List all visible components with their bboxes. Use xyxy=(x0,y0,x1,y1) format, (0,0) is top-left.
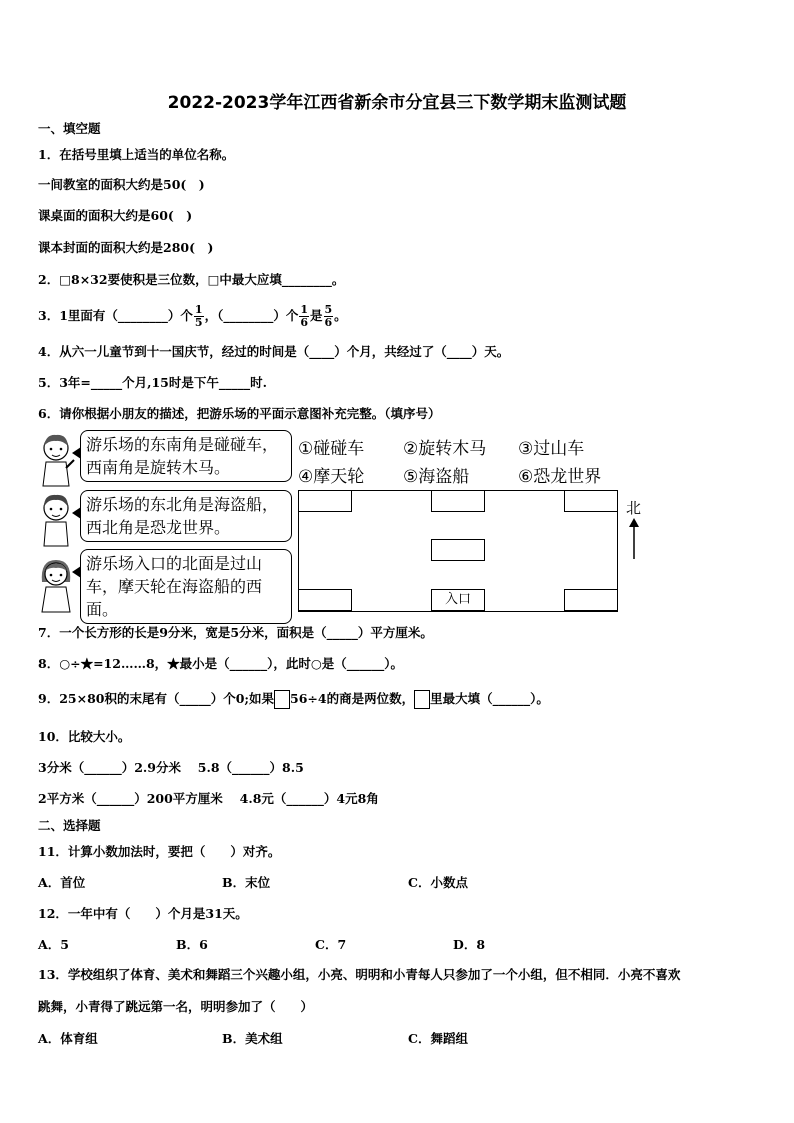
q11-option-c: C．小数点 xyxy=(408,875,468,890)
boy-icon xyxy=(36,490,76,548)
q3-text-1: 3．1里面有（________）个 xyxy=(38,308,193,323)
map-cell-northwest xyxy=(298,490,352,512)
fraction-denominator: 5 xyxy=(194,316,203,329)
map-cell-southeast xyxy=(564,589,618,611)
q13-option-c: C．舞蹈组 xyxy=(408,1031,468,1046)
option-3: ③过山车 xyxy=(518,439,585,459)
section-heading-choice: 二、选择题 xyxy=(38,818,101,833)
fraction-denominator: 6 xyxy=(300,316,308,329)
fraction-1-5 xyxy=(194,304,204,329)
fraction-1-6 xyxy=(299,304,309,329)
page-title: 2022-2023学年江西省新余市分宜县三下数学期末监测试题 xyxy=(167,93,627,113)
speech-bubble-1: 游乐场的东南角是碰碰车，西南角是旋转木马。 xyxy=(80,430,292,482)
option-6: ⑥恐龙世界 xyxy=(518,467,602,487)
question-1b: 课桌面的面积大约是60( ) xyxy=(38,208,193,223)
boy-icon xyxy=(36,430,76,488)
q11-option-b: B．末位 xyxy=(222,875,271,890)
q13-option-b: B．美术组 xyxy=(222,1031,283,1046)
question-10a: 3分米（______）2.9分米 5.8（______）8.5 xyxy=(38,760,304,775)
q9-text-3: 里最大填（______）。 xyxy=(430,691,549,706)
fraction-denominator: 6 xyxy=(324,316,333,329)
question-1c: 课本封面的面积大约是280( ) xyxy=(38,240,214,255)
speech-bubble-2: 游乐场的东北角是海盗船，西北角是恐龙世界。 xyxy=(80,490,292,542)
question-1: 1．在括号里填上适当的单位名称。 xyxy=(38,147,235,162)
q9-text-1: 9．25×80积的末尾有（_____）个0;如果 xyxy=(38,691,275,706)
speech-bubble-3: 游乐场入口的北面是过山车，摩天轮在海盗船的西面。 xyxy=(80,549,292,624)
map-entrance: 入口 xyxy=(431,589,485,611)
blank-square-icon xyxy=(274,690,290,709)
fraction-5-6 xyxy=(324,304,334,329)
north-label: 北 xyxy=(626,499,642,517)
question-5: 5．3年=_____个月,15时是下午_____时. xyxy=(38,375,267,390)
q12-option-c: C．7 xyxy=(315,937,347,952)
question-10: 10．比较大小。 xyxy=(38,729,131,744)
map-cell-southwest xyxy=(298,589,352,611)
q3-text-3: 是 xyxy=(309,308,323,323)
blank-square-icon xyxy=(414,690,430,709)
question-13-line-2: 跳舞，小青得了跳远第一名，明明参加了（ ） xyxy=(38,999,314,1014)
north-arrow-icon xyxy=(628,517,640,559)
question-2: 2．□8×32要使积是三位数，□中最大应填________。 xyxy=(38,272,345,287)
map-cell-northeast xyxy=(564,490,618,512)
question-12: 12．一年中有（ ）个月是31天。 xyxy=(38,906,248,921)
question-11: 11．计算小数加法时，要把（ ）对齐。 xyxy=(38,844,281,859)
amusement-park-map xyxy=(298,490,618,612)
map-cell-north xyxy=(431,490,485,512)
option-1: ①碰碰车 xyxy=(298,439,365,459)
option-5: ⑤海盗船 xyxy=(403,467,470,487)
question-4: 4．从六一儿童节到十一国庆节，经过的时间是（____）个月，共经过了（____）天。 xyxy=(38,344,510,359)
question-6: 6．请你根据小朋友的描述，把游乐场的平面示意图补充完整。（填序号） xyxy=(38,406,441,421)
q11-option-a: A．首位 xyxy=(38,875,86,890)
question-7: 7．一个长方形的长是9分米，宽是5分米，面积是（_____）平方厘米。 xyxy=(38,625,433,640)
girl-icon xyxy=(36,556,76,614)
q12-option-b: B．6 xyxy=(176,937,208,952)
q3-text-2: ，（________）个 xyxy=(204,308,299,323)
section-heading-fill: 一、填空题 xyxy=(38,121,101,136)
fraction-numerator: 1 xyxy=(194,303,203,316)
option-4: ④摩天轮 xyxy=(298,467,365,487)
question-3 xyxy=(38,296,347,336)
fraction-numerator: 5 xyxy=(324,303,333,316)
q13-option-a: A．体育组 xyxy=(38,1031,98,1046)
q12-option-a: A．5 xyxy=(38,937,69,952)
q12-option-d: D．8 xyxy=(453,937,486,952)
option-2: ②旋转木马 xyxy=(403,439,487,459)
map-cell-center xyxy=(431,539,485,561)
q9-text-2: 56÷4的商是两位数， xyxy=(290,691,415,706)
question-13-line-1: 13．学校组织了体育、美术和舞蹈三个兴趣小组，小亮、明明和小青每人只参加了一个小组，但不相同．小亮不喜欢 xyxy=(38,967,681,982)
q3-text-4: 。 xyxy=(334,308,347,323)
question-9 xyxy=(38,690,549,709)
question-8: 8．○÷★=12……8，★最小是（______），此时○是（______）。 xyxy=(38,656,404,671)
question-10b: 2平方米（______）200平方厘米 4.8元（______）4元8角 xyxy=(38,791,379,806)
question-1a: 一间教室的面积大约是50( ) xyxy=(38,177,205,192)
fraction-numerator: 1 xyxy=(300,303,308,316)
